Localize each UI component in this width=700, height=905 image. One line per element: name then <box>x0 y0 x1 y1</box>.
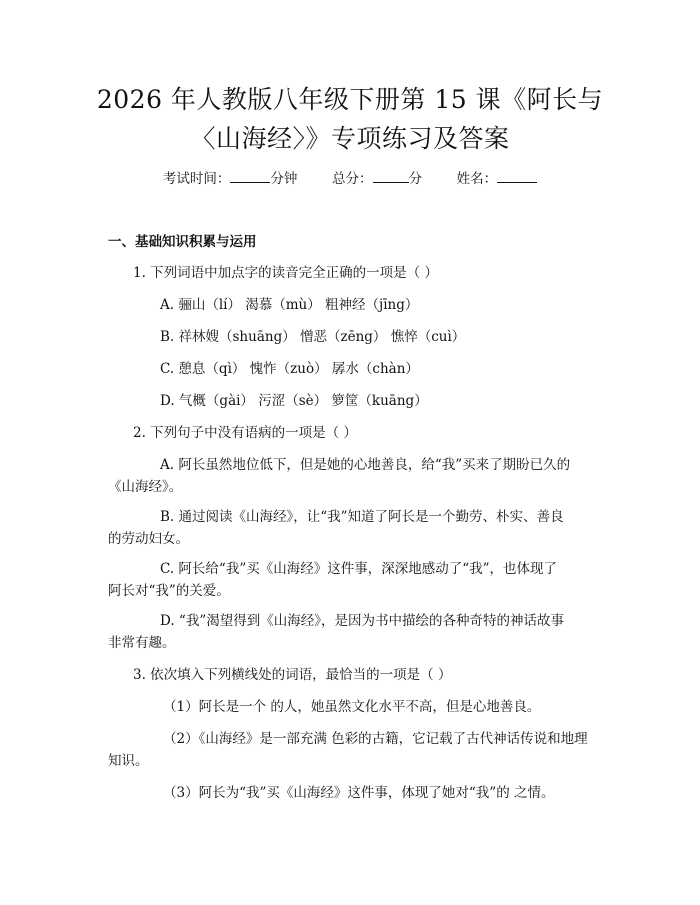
question-1-option-c: C. 憩息（qì） 愧怍（zuò） 孱水（chàn） <box>160 361 419 377</box>
section-heading: 一、基础知识积累与运用 <box>108 234 257 250</box>
document-title-line-1: 2026 年人教版八年级下册第 15 课《阿长与 <box>96 85 604 114</box>
name-blank[interactable] <box>497 170 537 183</box>
question-1-option-b: B. 祥林嫂（shuāng） 憎恶（zēng） 憔悴（cuì） <box>160 329 466 345</box>
document-title-line-2: 〈山海经〉》专项练习及答案 <box>190 124 510 153</box>
question-2-option-d-line1: D. “我”渴望得到《山海经》，是因为书中描绘的各种奇特的神话故事 <box>160 613 564 629</box>
question-2-option-d-line2: 非常有趣。 <box>108 635 176 651</box>
question-2-option-c-line1: C. 阿长给“我”买《山海经》这件事，深深地感动了“我”，也体现了 <box>160 561 558 577</box>
question-2-option-a-line1: A. 阿长虽然地位低下，但是她的心地善良，给“我”买来了期盼已久的 <box>160 457 571 473</box>
time-blank[interactable] <box>230 170 270 183</box>
question-1-stem: 1. 下列词语中加点字的读音完全正确的一项是（ ） <box>133 265 438 281</box>
question-3-item-1: （1）阿长是一个 的人，她虽然文化水平不高，但是心地善良。 <box>163 699 541 715</box>
question-2-option-a-line2: 《山海经》。 <box>108 479 183 495</box>
question-2-stem: 2. 下列句子中没有语病的一项是（ ） <box>133 425 357 441</box>
exam-meta <box>0 167 700 187</box>
question-3-stem: 3. 依次填入下列横线处的词语，最恰当的一项是（ ） <box>133 667 452 683</box>
question-3-item-3: （3）阿长为“我”买《山海经》这件事，体现了她对“我”的 之情。 <box>163 785 555 801</box>
question-3-item-2-line1: （2）《山海经》是一部充满 色彩的古籍，它记载了古代神话传说和地理 <box>163 731 588 747</box>
question-2-option-b-line2: 的劳动妇女。 <box>108 531 189 547</box>
question-1-option-d: D. 气概（gài） 污涩（sè） 箩筐（kuāng） <box>160 393 428 409</box>
time-label: 考试时间： <box>162 171 231 187</box>
time-unit: 分钟 <box>270 171 298 187</box>
question-2-option-b-line1: B. 通过阅读《山海经》，让“我”知道了阿长是一个勤劳、朴实、善良 <box>160 509 564 525</box>
question-1-option-a: A. 骊山（lí） 渴慕（mù） 粗神经（jīng） <box>160 297 419 313</box>
score-label: 总分： <box>332 171 373 187</box>
question-3-item-2-line2: 知识。 <box>108 753 149 769</box>
score-blank[interactable] <box>373 170 409 183</box>
question-2-option-c-line2: 阿长对“我”的关爱。 <box>108 583 230 599</box>
score-unit: 分 <box>408 171 422 187</box>
name-label: 姓名： <box>456 171 498 187</box>
